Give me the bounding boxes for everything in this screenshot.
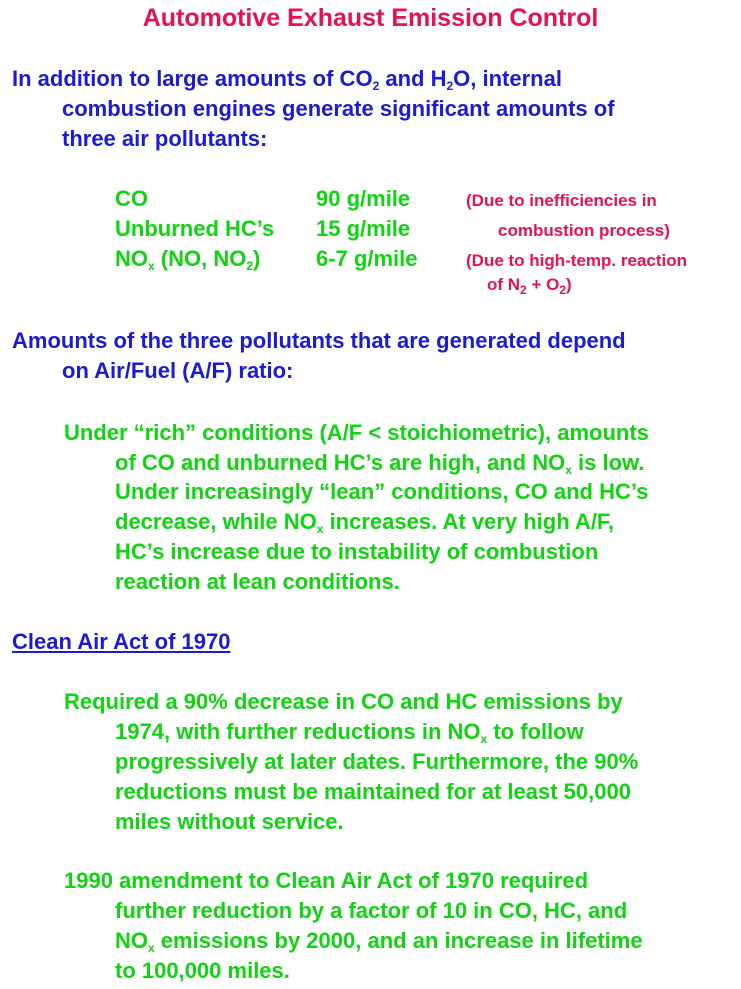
pollutant-name-co: CO [115, 186, 148, 211]
pollutant-amount-co: 90 g/mile [316, 186, 411, 211]
note-inefficiency-line-2: combustion process) [498, 221, 670, 240]
amend-line-4: to 100,000 miles. [115, 958, 290, 983]
rich-line-4: decrease, while $NO_x$ increases. At very high A/F, [115, 509, 615, 536]
note-hightemp-line-1: (Due to high-temp. reaction [466, 251, 687, 270]
intro-line-1: In addition to large amounts of $CO_2$ and $H_2O$, internal [12, 66, 562, 93]
act-line-4: reductions must be maintained for at least 50,000 [115, 779, 631, 804]
afr-line-2: on Air/Fuel (A/F) ratio: [62, 358, 294, 383]
rich-line-3: Under increasingly “lean” conditions, CO and HC’s [115, 479, 649, 504]
afr-line-1: Amounts of the three pollutants that are generated depend [12, 328, 626, 353]
page-title: Automotive Exhaust Emission Control [142, 4, 599, 32]
act-line-1: Required a 90% decrease in CO and HC emissions by [64, 689, 623, 714]
pollutant-name-hc: Unburned HC’s [115, 216, 275, 241]
rich-line-2: of CO and unburned HC’s are high, and $NO_x$ is low. [115, 450, 645, 477]
rich-line-6: reaction at lean conditions. [115, 569, 400, 594]
amend-line-2: further reduction by a factor of 10 in CO, HC, and [115, 898, 628, 923]
act-line-5: miles without service. [115, 809, 344, 834]
note-hightemp-line-2: of $N_2 + O_2$) [487, 275, 572, 297]
rich-line-1: Under “rich” conditions (A/F < stoichiometric), amounts [64, 420, 649, 445]
amend-line-3: $NO_x$ emissions by 2000, and an increase in lifetime [115, 928, 643, 955]
act-line-3: progressively at later dates. Furthermore, the 90% [115, 749, 639, 774]
intro-line-3: three air pollutants: [62, 126, 268, 151]
act-line-2: 1974, with further reductions in $NO_x$ to follow [115, 719, 584, 746]
pollutant-amount-hc: 15 g/mile [316, 216, 411, 241]
rich-line-5: HC’s increase due to instability of combustion [115, 539, 599, 564]
note-inefficiency-line-1: (Due to inefficiencies in [466, 191, 657, 210]
amend-line-1: 1990 amendment to Clean Air Act of 1970 required [64, 868, 589, 893]
pollutant-name-nox: $NO_x$ (NO, $NO_2$) [115, 246, 261, 273]
clean-air-act-heading: Clean Air Act of 1970 [12, 629, 231, 654]
pollutant-amount-nox: 6-7 g/mile [316, 246, 418, 271]
intro-line-2: combustion engines generate significant amounts of [62, 96, 615, 121]
